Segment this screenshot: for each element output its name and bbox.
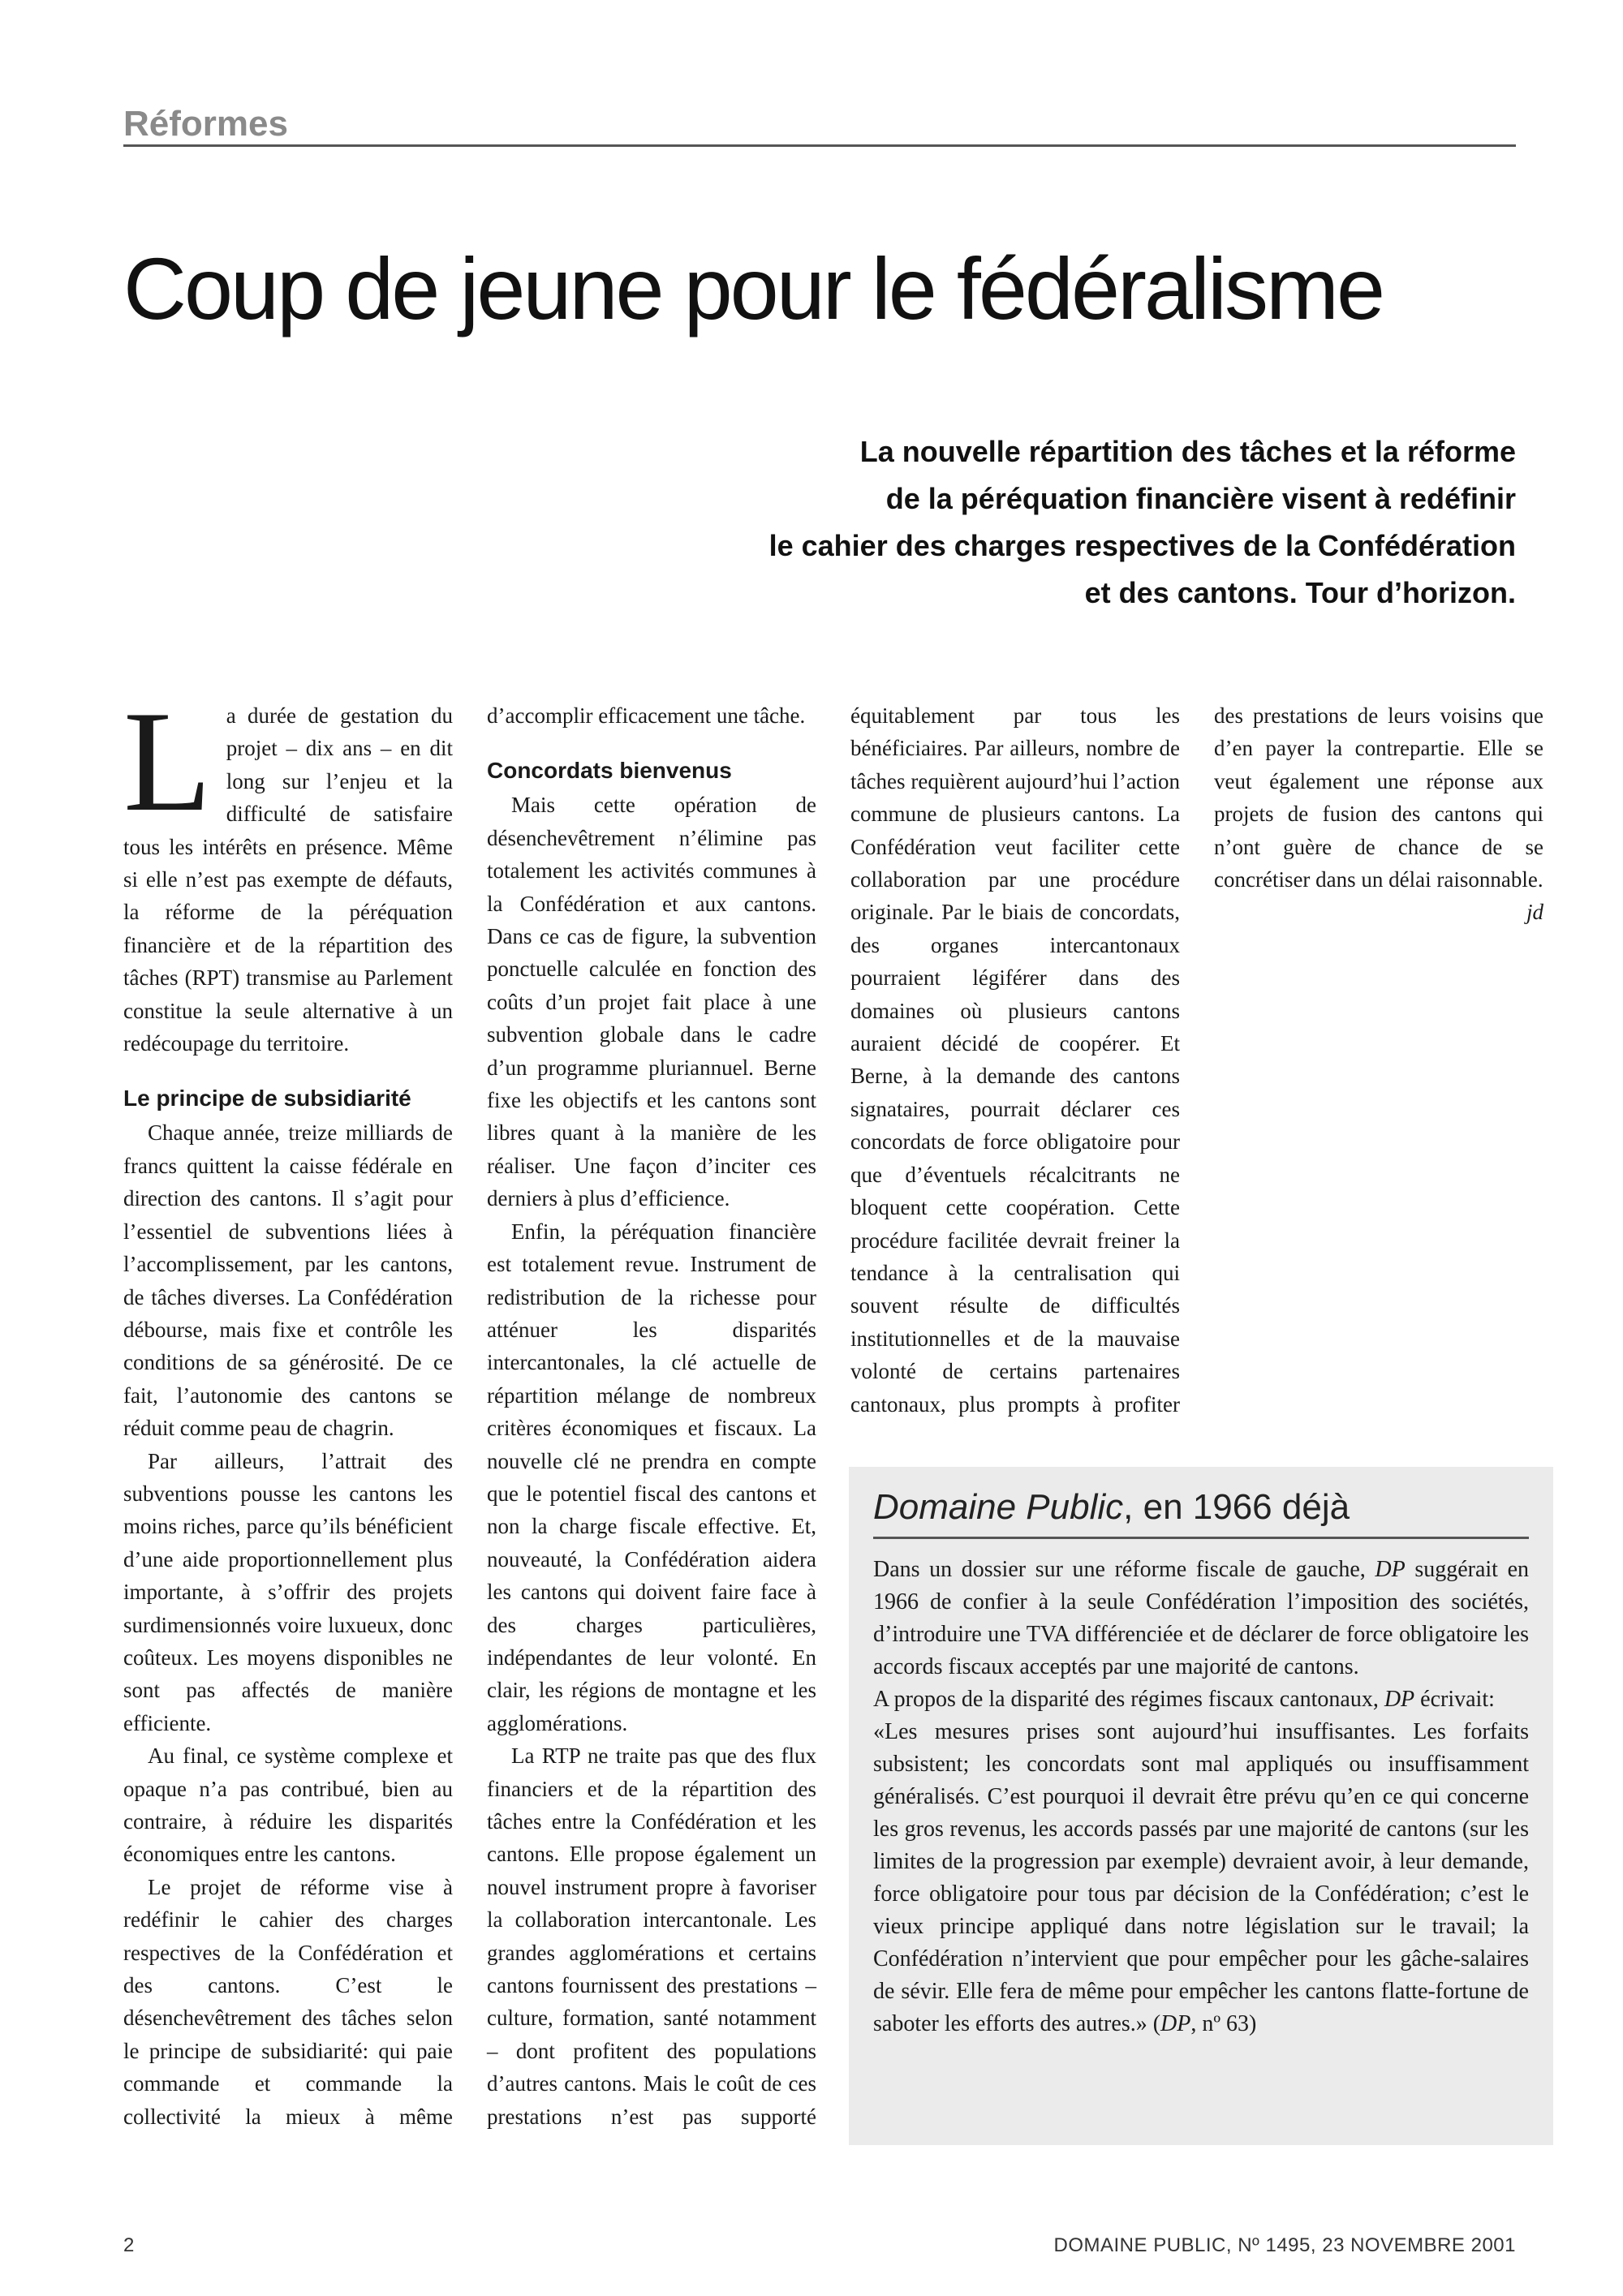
- drop-cap: L: [123, 681, 212, 841]
- sidebar-paragraph: A propos de la disparité des régimes fiscaux cantonaux, DP écrivait:: [873, 1687, 1495, 1712]
- lede-line: le cahier des charges respectives de la Confédération: [768, 529, 1516, 562]
- body-paragraph-continued: d’accomplir efficacement une tâche.: [487, 703, 806, 728]
- body-paragraph: Au final, ce système complexe et opaque n’a pas contribué, bien au contraire, à réduire les disparités économiques entre les cantons.: [123, 1743, 453, 1867]
- sidebar-paragraph: Dans un dossier sur une réforme fiscale de gauche, DP suggérait en 1966 de confier à la seule Confédération l’imposition des sociétés, d’introduire une TVA différenciée et de déclarer de force obligatoire les accords fiscaux acceptés par une majorité de cantons.: [873, 1557, 1529, 1679]
- body-paragraph-continued: des prestations de leurs voisins que d’en payer la contrepartie. Elle se veut également une réponse aux projets de fusion des cantons qui n’ont guère de chance de se concrétiser dans un délai raisonnable. jd: [1214, 699, 1543, 896]
- article-column-1: [123, 681, 453, 2133]
- article-lede: [510, 428, 1516, 617]
- article-title: Coup de jeune pour le fédéralisme: [123, 239, 1384, 338]
- sidebar-body: [873, 1554, 1529, 2040]
- sidebar-box: [849, 1467, 1553, 2145]
- author-signature: jd: [1526, 900, 1543, 925]
- sidebar-quote: «Les mesures prises sont aujourd’hui insuffisantes. Les forfaits subsistent; les concordats sont mal appliqués ou insuffisamment généralisés. C’est pourquoi il devrait être prévu qu’en ce qui concerne les gros revenus, les accords passés par une majorité de cantons (sur les limites de la progression par exemple) devraient avoir, à leur demande, force obligatoire pour tous par décision de la Confédération; c’est le vieux principe appliqué dans notre législation sur le travail; la Confédération n’intervient que pour empêcher pour les gâche-salaires de sévir. Elle fera de même pour empêcher les cantons flatte-fortune de saboter les efforts des autres.» (DP, nº 63): [873, 1719, 1529, 2036]
- body-paragraph: Par ailleurs, l’attrait des subventions pousse les cantons les moins riches, parce qu’ils bénéficient d’une aide proportionnellement plus importante, à s’offrir des projets surdimensionnés voire luxueux, donc coûteux. Les moyens disponibles ne sont pas affectés de manière efficiente.: [123, 1448, 453, 1735]
- article-column-2: [487, 699, 816, 2133]
- body-paragraph: Enfin, la péréquation financière est totalement revue. Instrument de redistribution de la richesse pour atténuer les disparités intercantonales, la clé actuelle de répartition mélange de nombreux critères économiques et fiscaux. La nouvelle clé ne prendra en compte que le potentiel fiscal des cantons et non la charge fiscale effective. Et, nouveauté, la Confédération aidera les cantons qui doivent faire face à des charges particulières, indépendantes de leur volonté. En clair, les régions de montagne et les agglomérations.: [487, 1219, 816, 1735]
- body-paragraph-continued: équitablement par tous les bénéficiaires. Par ailleurs, nombre de tâches requièrent aujourd’hui l’action commune de plusieurs cantons. La Confédération veut faciliter cette collaboration par une procédure originale. Par le biais de concordats, des organes intercantonaux pourraient légiférer dans des domaines où plusieurs cantons auraient décidé de coopérer. Et Berne, à la demande des cantons signataires, pourrait déclarer ces concordats de force obligatoire pour que d’éventuels récalcitrants ne bloquent cette coopération. Cette procédure facilitée devrait freiner la tendance à la centralisation qui souvent résulte de difficultés institutionnelles et de la mauvaise volonté de certains partenaires cantonaux, plus prompts à profiter: [850, 703, 1180, 1417]
- lede-line: et des cantons. Tour d’horizon.: [1084, 576, 1516, 609]
- article-column-4: [1214, 699, 1543, 929]
- page-number: 2: [123, 2234, 135, 2256]
- intro-paragraph: La durée de gestation du projet – dix ans – en dit long sur l’enjeu et la difficulté de satisfaire tous les intérêts en présence. Même si elle n’est pas exempte de défauts, la réforme de la péréquation financière et de la répartition des tâches (RPT) transmise au Parlement constitue la seule alternative à un redécoupage du territoire.: [123, 681, 453, 1056]
- issue-info: DOMAINE PUBLIC, Nº 1495, 23 NOVEMBRE 2001: [1053, 2234, 1516, 2256]
- lede-line: de la péréquation financière visent à redéfinir: [885, 482, 1516, 515]
- body-paragraph: Mais cette opération de désenchevêtrement n’élimine pas totalement les activités communes à la Confédération et aux cantons. Dans ce cas de figure, la subvention ponctuelle calculée en fonction des coûts d’un projet fait place à une subvention globale dans le cadre d’un programme pluriannuel. Berne fixe les objectifs et les cantons sont libres quant à la manière de les réaliser. Une façon d’inciter ces derniers à plus d’efficience.: [487, 793, 816, 1211]
- article-column-3: [850, 699, 1180, 1421]
- sidebar-title: Domaine Public, en 1966 déjà: [873, 1483, 1529, 1539]
- body-paragraph: La RTP ne traite pas que des flux financiers et de la répartition des tâches entre la Confédération et les cantons. Elle propose également un nouvel instrument propre à favoriser la collaboration intercantonale. Les grandes agglomérations et certains cantons fournissent des prestations – culture, formation, santé notamment – dont profitent des populations d’autres cantons. Mais le coût de ces prestations n’est pas supporté: [487, 1743, 816, 2129]
- subheading-concordats: Concordats bienvenus: [487, 758, 732, 784]
- subheading-subsidiarity: Le principe de subsidiarité: [123, 1086, 411, 1111]
- body-paragraph: Chaque année, treize milliards de francs quittent la caisse fédérale en direction des cantons. Il s’agit pour l’essentiel de subventions liées à l’accomplissement, par les cantons, de tâches diverses. La Confédération débourse, mais fixe et contrôle les conditions de sa générosité. De ce fait, l’autonomie des cantons se réduit comme peau de chagrin.: [123, 1120, 453, 1441]
- section-header: Réformes: [123, 104, 1516, 147]
- body-paragraph: Le projet de réforme vise à redéfinir le cahier des charges respectives de la Confédération et des cantons. C’est le désenchevêtrement des tâches selon le principe de subsidiarité: qui paie commande et commande la collectivité la mieux à même: [123, 1874, 453, 2129]
- lede-line: La nouvelle répartition des tâches et la réforme: [859, 435, 1516, 468]
